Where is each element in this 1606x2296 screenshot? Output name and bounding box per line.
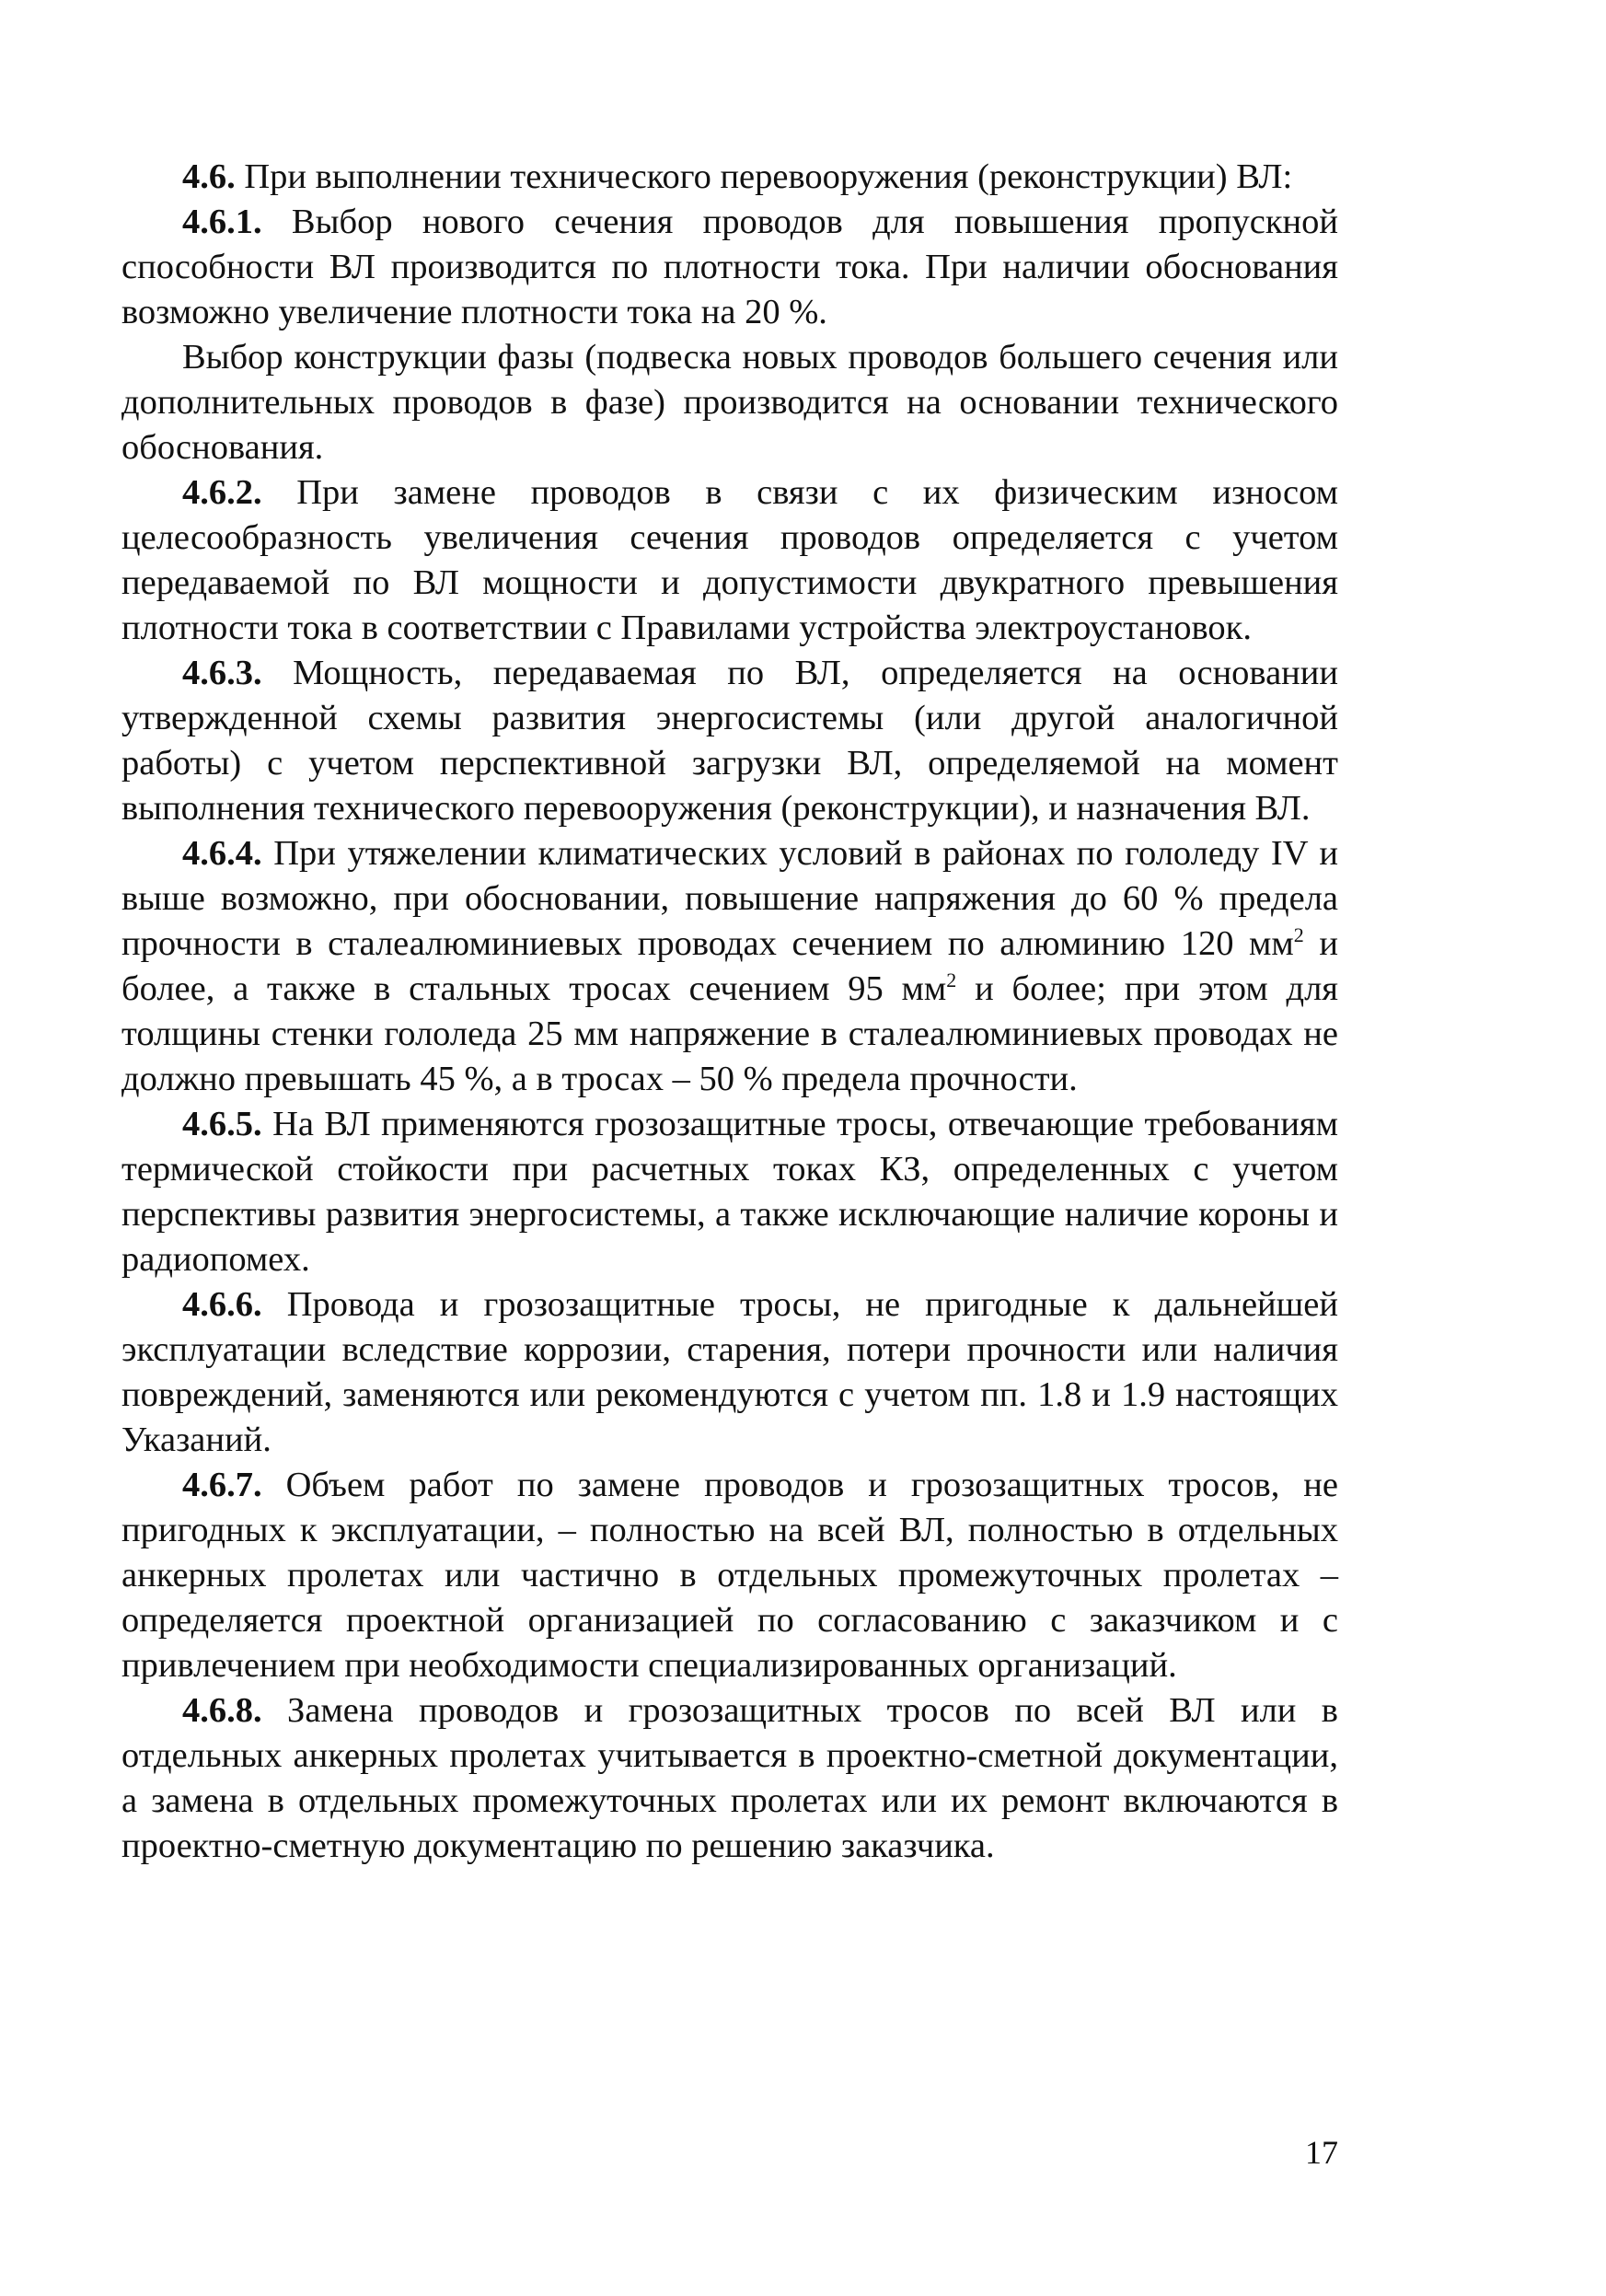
paragraph-text: При утяжелении климатических условий в районах по гололеду IV и выше возможно, при обосновании, повышение напряжения до 60 % предела прочности в сталеалюминиевых проводах сечением по алюминию 120 мм (121, 834, 1338, 963)
section-number: 4.6.1. (182, 203, 262, 241)
paragraph-text: Замена проводов и грозозащитных тросов по всей ВЛ или в отдельных анкерных пролетах учитывается в проектно-сметной документации, а замена в отдельных промежуточных пролетах или их ремонт включаются в проектно-сметную документацию по решению заказчика. (121, 1691, 1338, 1865)
paragraph-text: и более; при этом для толщины стенки гололеда 25 мм напряжение в сталеалюминиевых проводах не должно превышать 45 %, а в тросах – 50 % предела прочности. (121, 969, 1338, 1098)
paragraph-4-6-6 (121, 1282, 1338, 1463)
superscript: 2 (946, 968, 957, 992)
page-number: 17 (1305, 2134, 1338, 2171)
paragraph-4-6-7 (121, 1463, 1338, 1688)
paragraph-4-6-2 (121, 470, 1338, 651)
section-number: 4.6.7. (182, 1466, 262, 1504)
paragraph-text: Мощность, передаваемая по ВЛ, определяется на основании утвержденной схемы развития энергосистемы (или другой аналогичной работы) с учетом перспективной загрузки ВЛ, определяемой на момент выполнения технического перевооружения (реконструкции), и назначения ВЛ. (121, 654, 1338, 828)
document-body (121, 155, 1338, 1869)
section-number: 4.6.6. (182, 1285, 262, 1324)
paragraph-text: Выбор нового сечения проводов для повышения пропускной способности ВЛ производится по плотности тока. При наличии обоснования возможно увеличение плотности тока на 20 %. (121, 203, 1338, 331)
paragraph-text: Объем работ по замене проводов и грозозащитных тросов, не пригодных к эксплуатации, – полностью на всей ВЛ, полностью в отдельных анкерных пролетах или частично в отдельных промежуточных пролетах – определяется проектной организацией по согласованию с заказчиком и с привлечением при необходимости специализированных организаций. (121, 1466, 1338, 1685)
paragraph-text: и более, а также в стальных тросах сечением 95 мм (121, 924, 1338, 1008)
section-number: 4.6.4. (182, 834, 262, 873)
section-number: 4.6. (182, 157, 236, 196)
paragraph-4-6 (121, 155, 1338, 200)
paragraph-4-6-8 (121, 1688, 1338, 1869)
superscript: 2 (1293, 923, 1304, 947)
paragraph-text: При выполнении технического перевооружения (реконструкции) ВЛ: (235, 157, 1293, 196)
paragraph-4-6-4 (121, 831, 1338, 1102)
section-number: 4.6.2. (182, 473, 262, 512)
paragraph-text: При замене проводов в связи с их физическим износом целесообразность увеличения сечения проводов определяется с учетом передаваемой по ВЛ мощности и допустимости двукратного превышения плотности тока в соответствии с Правилами устройства электроустановок. (121, 473, 1338, 647)
paragraph-text: На ВЛ применяются грозозащитные тросы, отвечающие требованиям термической стойкости при расчетных токах КЗ, определенных с учетом перспективы развития энергосистемы, а также исключающие наличие короны и радиопомех. (121, 1105, 1338, 1279)
paragraph-4-6-1-continued (121, 335, 1338, 470)
paragraph-4-6-1 (121, 200, 1338, 335)
paragraph-4-6-3 (121, 651, 1338, 831)
section-number: 4.6.5. (182, 1105, 262, 1143)
paragraph-text: Провода и грозозащитные тросы, не пригодные к дальнейшей эксплуатации вследствие коррозии, старения, потери прочности или наличия повреждений, заменяются или рекомендуются с учетом пп. 1.8 и 1.9 настоящих Указаний. (121, 1285, 1338, 1459)
paragraph-4-6-5 (121, 1102, 1338, 1282)
section-number: 4.6.3. (182, 654, 262, 692)
paragraph-text: Выбор конструкции фазы (подвеска новых проводов большего сечения или дополнительных проводов в фазе) производится на основании технического обоснования. (121, 338, 1338, 467)
section-number: 4.6.8. (182, 1691, 262, 1730)
